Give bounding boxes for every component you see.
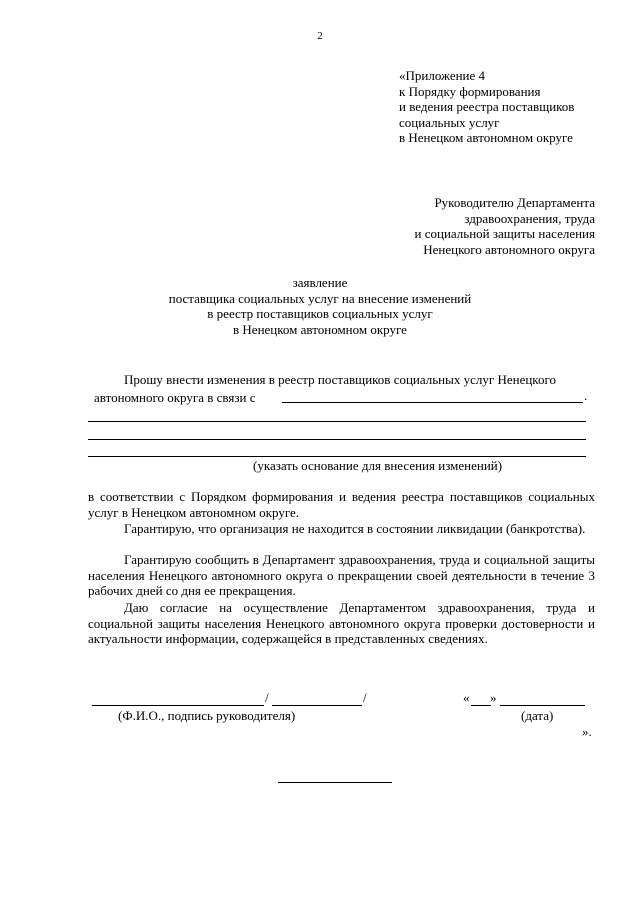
body-paragraph-2: Гарантирую, что организация не находится в состоянии ликвидации (банкротства). <box>124 521 586 536</box>
reason-hint: (указать основание для внесения изменений) <box>253 458 503 473</box>
footnote-separator-line <box>278 782 392 783</box>
body-paragraph-1: в соответствии с Порядком формирования и ведения реестра поставщиков социальных услуг в Ненецком автономном округе. <box>88 489 595 520</box>
annex-line: в Ненецком автономном округе <box>399 130 573 145</box>
body-paragraph-4: Даю согласие на осуществление Департаментом здравоохранения, труда и социальной защиты населения Ненецкого автономного округа проверки достоверности и актуальности информации, содержащейся в представленных сведениях. <box>88 600 595 646</box>
addressee-line: Ненецкого автономного округа <box>423 241 595 257</box>
request-line-1: Прошу внести изменения в реестр поставщиков социальных услуг Ненецкого <box>124 372 556 387</box>
addressee-line: и социальной защиты населения <box>414 226 595 241</box>
reason-field-line-3[interactable] <box>88 439 586 440</box>
closing-quote: ». <box>582 724 592 739</box>
annex-line: социальных услуг <box>399 114 500 130</box>
title-line: заявление <box>292 275 348 290</box>
date-day-field[interactable] <box>471 705 491 706</box>
date-close-quote: » <box>490 690 497 705</box>
signature-separator-2: / <box>363 690 367 705</box>
name-field-line[interactable] <box>92 705 264 706</box>
addressee-line: Руководителю Департамента <box>434 195 595 210</box>
annex-line: и ведения реестра поставщиков <box>399 99 575 114</box>
title-line: в Ненецком автономном округе <box>233 321 407 337</box>
annex-line: «Приложение 4 <box>399 68 486 83</box>
title-line: поставщика социальных услуг на внесение изменений <box>168 290 472 306</box>
date-open-quote: « <box>463 690 470 705</box>
document-title <box>100 275 540 337</box>
page-number: 2 <box>317 30 323 42</box>
reason-field-line-4[interactable] <box>88 456 586 457</box>
date-caption: (дата) <box>521 708 554 723</box>
signature-separator-1: / <box>265 690 269 705</box>
annex-header <box>399 68 629 146</box>
reason-field-line-1[interactable] <box>282 402 583 403</box>
addressee-line: здравоохранения, труда <box>464 210 595 226</box>
request-trail-dot: . <box>584 388 588 403</box>
request-line-2: автономного округа в связи с <box>94 390 256 405</box>
body-paragraph-3: Гарантирую сообщить в Департамент здравоохранения, труда и социальной защиты населения Ненецкого автономного округа о прекращении своей деятельности в течение 3 рабочих дней со дня ее прекращения. <box>88 552 595 598</box>
addressee-block <box>330 195 595 257</box>
date-month-year-field[interactable] <box>500 705 585 706</box>
title-line: в реестр поставщиков социальных услуг <box>207 306 433 321</box>
signature-caption: (Ф.И.О., подпись руководителя) <box>118 708 296 723</box>
signature-field-line[interactable] <box>272 705 362 706</box>
reason-field-line-2[interactable] <box>88 421 586 422</box>
annex-line: к Порядку формирования <box>399 83 541 99</box>
